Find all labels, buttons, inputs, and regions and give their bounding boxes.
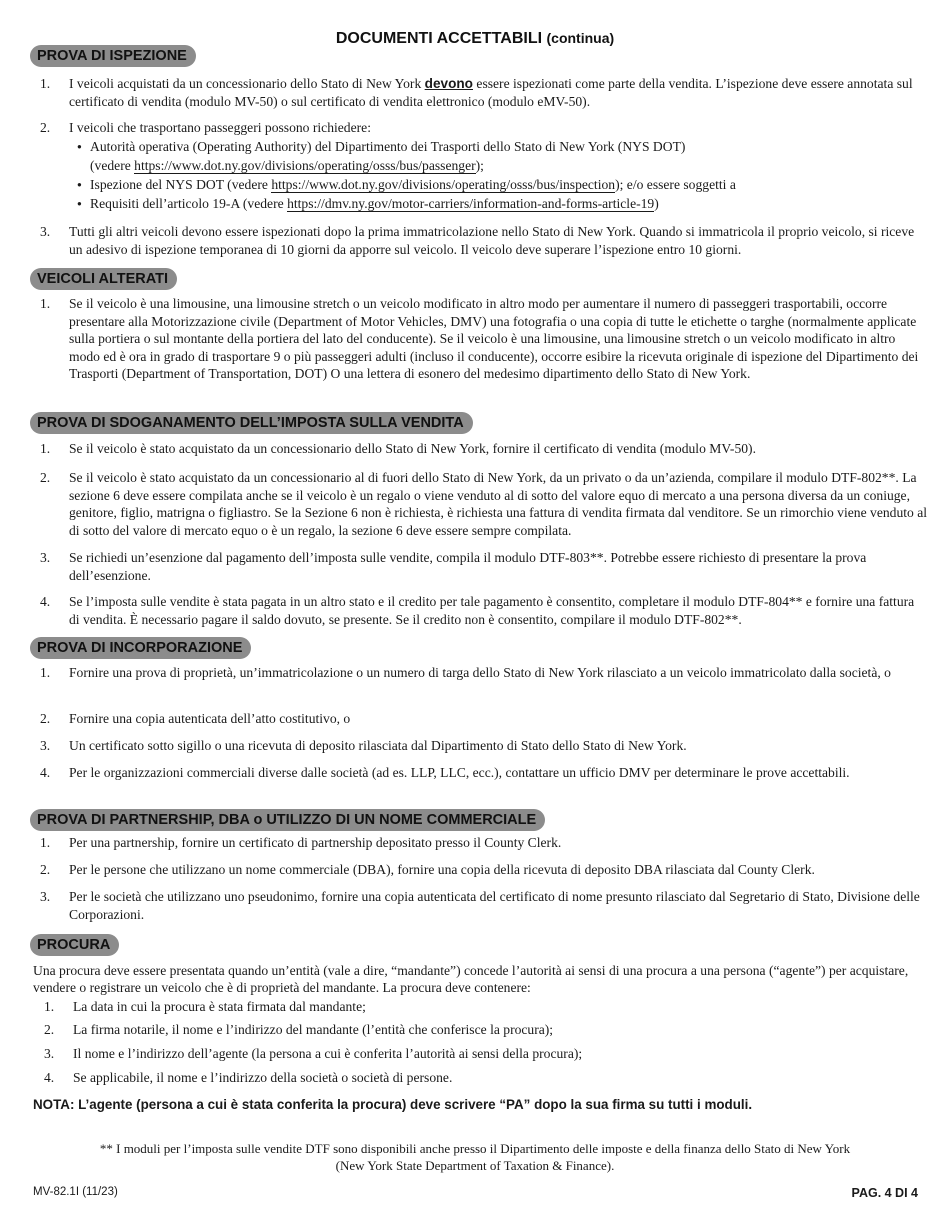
list-item: 2. La firma notarile, il nome e l’indirizzo del mandante (l’entità che conferisce la procura); [44,1022,554,1037]
section-heading-veicoli-alterati: VEICOLI ALTERATI [30,268,177,290]
section-heading-partnership: PROVA DI PARTNERSHIP, DBA o UTILIZZO DI UN NOME COMMERCIALE [30,809,545,831]
bullet-item: ● Requisiti dell’articolo 19-A (vedere https://dmv.ny.gov/motor-carriers/information-and-forms-article-19) [68,194,928,213]
list-item: 1. I veicoli acquistati da un concessionario dello Stato di New York devono essere ispezionati come parte della vendita. L’ispezione deve essere annotata sul certificato di vendita (modulo MV-50) o sul certificato di vendita elettronico (modulo eMV-50). [40,76,913,109]
link-dmv-article-19[interactable]: https://dmv.ny.gov/motor-carriers/information-and-forms-article-19 [287,196,655,212]
section-heading-incorporazione: PROVA DI INCORPORAZIONE [30,637,251,659]
list-item: 4. Se applicabile, il nome e l’indirizzo della società o società di persone. [44,1070,453,1085]
list-item: 4. Per le organizzazioni commerciali diverse dalle società (ad es. LLP, LLC, ecc.), contattare un ufficio DMV per determinare le prove accettabili. [40,765,850,780]
section-heading-ispezione: PROVA DI ISPEZIONE [30,45,196,67]
procura-intro: Una procura deve essere presentata quando un’entità (vale a dire, “mandante”) concede l’autorità ai sensi di una procura a una persona (“agente”) per acquistare, vendere o registrare un veicolo che è di proprietà del mandante. La procura deve contenere: [33,963,909,995]
list-item: 2. Per le persone che utilizzano un nome commerciale (DBA), fornire una copia della ricevuta di deposito DBA rilasciata dal County Clerk. [40,862,815,877]
list-item: 2. Fornire una copia autenticata dell’atto costitutivo, o [40,711,351,726]
section-heading-procura: PROCURA [30,934,119,956]
list-item: 3. Un certificato sotto sigillo o una ricevuta di deposito rilasciata dal Dipartimento di Stato dello Stato di New York. [40,738,687,753]
bullet-item: ● Autorità operativa (Operating Authority) del Dipartimento dei Trasporti dello Stato di New York (NYS DOT) (vedere https://www.dot.ny.gov/divisions/operating/osss/bus/passenger); [68,137,928,176]
list-item: 2. Se il veicolo è stato acquistato da un concessionario al di fuori dello Stato di New York, da un privato o da un’azienda, compilare il modulo DTF-802**. La sezione 6 deve essere compilata anche se il veicolo è un regalo o viene venduto al di sotto del valore equo di mercato a una persona diversa da un coniuge, genitore, figlio, matrigna o figliastro. Se la Sezione 6 non è richiesta, è richiesta una fattura di vendita firmata dal venditore. Se un rimorchio viene venduto al di sotto del valore di mercato equo o è un regalo, la sezione 6 deve essere sempre compilata. [40,470,928,538]
bullet-item: ● Ispezione del NYS DOT (vedere https://www.dot.ny.gov/divisions/operating/osss/bus/inspection); e/o essere soggetti a [68,175,928,194]
form-code: MV-82.1I (11/23) [33,1186,118,1198]
section-heading-imposta-vendita: PROVA DI SDOGANAMENTO DELL’IMPOSTA SULLA VENDITA [30,412,473,434]
nota-agent: NOTA: L’agente (persona a cui è stata conferita la procura) deve scrivere “PA” dopo la sua firma su tutti i moduli. [33,1097,753,1112]
page-number: PAG. 4 DI 4 [851,1186,918,1200]
link-dot-inspection[interactable]: https://www.dot.ny.gov/divisions/operating/osss/bus/inspection [271,177,616,193]
list-item: 1. Se il veicolo è una limousine, una limousine stretch o un veicolo modificato in altro modo per aumentare il numero di passeggeri trasportabili, occorre presentare alla Motorizzazione civile (Department of Motor Vehicles, DMV) una fotografia o una copia di tutte le etichette o targhe (normalmente applicate sulla portiera o sul montante della portiera del lato del conducente). Se il veicolo è una limousine, una limousine stretch o un veicolo modificato in altro modo ed è ora in grado di trasportare 9 o più passeggeri adulti (incluso il conducente), occorre esibire la ricevuta originale di ispezione del Dipartimento dei Trasporti (Department of Transportation, DOT) O una lettera di esonero del medesimo dipartimento dello Stato di New York. [40,296,919,382]
list-item: 1. Fornire una prova di proprietà, un’immatricolazione o un numero di targa dello Stato di New York rilasciato a un veicolo immatricolato dalla società, o [40,665,891,680]
list-item: 1. Per una partnership, fornire un certificato di partnership depositato presso il County Clerk. [40,835,562,850]
page-title: DOCUMENTI ACCETTABILI (continua) [335,30,615,47]
list-item: 3. Tutti gli altri veicoli devono essere ispezionati dopo la prima immatricolazione nello Stato di New York. Quando si immatricola il proprio veicolo, si riceve un adesivo di ispezione temporanea di 10 giorni da apporre sul veicolo. Il veicolo deve superare l’ispezione entro 10 giorni. [40,224,915,257]
list-item: 2. I veicoli che trasportano passeggeri possono richiedere: ● Autorità operativa (Operating Authority) del Dipartimento dei Trasporti dello Stato di New York (NYS DOT) (vedere https://www.dot.ny.gov/divisions/operating/osss/bus/passenger); ● Ispezione del NYS DOT (vedere https://www.dot.ny.gov/divisions/operating/osss/bus/inspection); e/o essere soggetti a ● Requisiti dell’articolo 19-A (vedere https://dmv.ny.gov/motor-carriers/information-and-forms-article-19) [40,119,928,214]
link-dot-passenger[interactable]: https://www.dot.ny.gov/divisions/operating/osss/bus/passenger [134,157,476,173]
footnote: ** I moduli per l’imposta sulle vendite DTF sono disponibili anche presso il Dipartimento delle imposte e della finanza dello Stato di New York (New York State Department of Taxation & Finance). [99,1141,851,1173]
list-item: 3. Se richiedi un’esenzione dal pagamento dell’imposta sulle vendite, compila il modulo DTF-803**. Potrebbe essere richiesto di presentare la prova dell’esenzione. [40,550,867,583]
list-item: 1. Se il veicolo è stato acquistato da un concessionario dello Stato di New York, fornire il certificato di vendita (modulo MV-50). [40,441,756,456]
list-item: 3. Il nome e l’indirizzo dell’agente (la persona a cui è conferita l’autorità ai sensi della procura); [44,1046,583,1061]
list-item: 4. Se l’imposta sulle vendite è stata pagata in un altro stato e il credito per tale pagamento è consentito, completare il modulo DTF-804** e fornire una fattura di vendita. È necessario pagare il saldo dovuto, se presente. Se il credito non è consentito, compilare il modulo DTF-802**. [40,594,915,627]
list-item: 1. La data in cui la procura è stata firmata dal mandante; [44,999,366,1014]
list-item: 3. Per le società che utilizzano uno pseudonimo, fornire una copia autenticata del certificato di nome presunto rilasciato dal Segretario di Stato, Divisione delle Corporazioni. [40,889,920,922]
